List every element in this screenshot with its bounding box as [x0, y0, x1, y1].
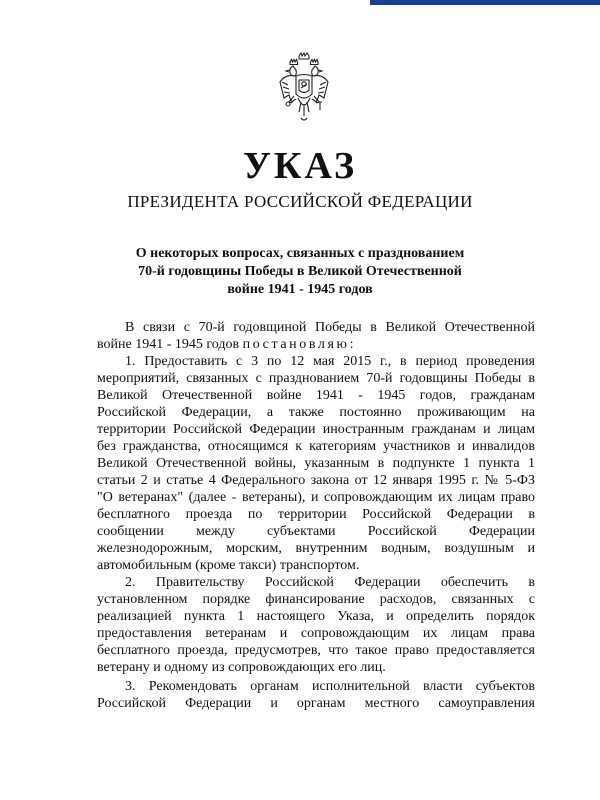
title-line: войне 1941 - 1945 годов [227, 282, 373, 297]
text-line: установленном порядке финансирование расходов, связанных с [97, 592, 535, 607]
text-line: 3. Рекомендовать органам исполнительной власти субъектов [125, 679, 535, 694]
text-line: бесплатного проезда по территории Российской Федерации в [97, 507, 535, 522]
text-line: без гражданства, относящимся к категориям участников и инвалидов [97, 439, 535, 454]
paragraph-3 [97, 678, 535, 712]
text-line: мероприятий, связанных с празднованием 70-й годовщины Победы в [97, 371, 535, 386]
document-body [97, 319, 535, 712]
text-line: реализацией пункта 1 настоящего Указа, и определить порядок [97, 609, 535, 624]
text-line: автомобильным (кроме такси) транспортом. [97, 558, 360, 573]
text-line: Российской Федерации, а также постоянно проживающим на [97, 405, 535, 420]
document-type-heading: УКАЗ [243, 145, 357, 187]
text-line [97, 336, 535, 353]
text-line: железнодорожным, морским, внутренним водным, воздушным и [97, 541, 535, 556]
paragraph-2 [97, 574, 535, 676]
text-line: В связи с 70-й годовщиной Победы в Великой Отечественной [125, 320, 535, 335]
paragraph-1 [97, 353, 535, 574]
text-line: 2. Правительству Российской Федерации обеспечить в [125, 575, 535, 590]
text-line: сообщении между субъектами Российской Федерации [97, 524, 535, 539]
text-line: бесплатного проезда, предусмотрев, что такое право предоставляется [97, 643, 535, 658]
text-line: статьи 2 и статье 4 Федерального закона от 12 января 1995 г. № 5-ФЗ [97, 473, 535, 488]
title-line: 70-й годовщины Победы в Великой Отечественной [138, 264, 462, 279]
text-line: предоставления ветеранам и сопровождающим их лицам права [97, 626, 535, 641]
title-line: О некоторых вопросах, связанных с празднованием [135, 246, 465, 261]
text-line: Великой Отечественной войны, указанным в подпункте 1 пункта 1 [97, 456, 535, 471]
intro-prefix: войне 1941 - 1945 годов [97, 337, 240, 352]
scan-edge-strip [370, 0, 600, 5]
issuer-heading: ПРЕЗИДЕНТА РОССИЙСКОЙ ФЕДЕРАЦИИ [127, 192, 473, 211]
resolution-word: постановляю: [242, 337, 357, 352]
text-line: ветерану и одному из сопровождающих его лиц. [97, 660, 386, 675]
intro-paragraph [97, 319, 535, 353]
coat-of-arms-icon [279, 52, 329, 124]
text-line: Российской Федерации и органам местного самоуправления [97, 696, 535, 711]
text-line: территории Российской Федерации иностранным гражданам и лицам [97, 422, 535, 437]
text-line: Великой Отечественной войне 1941 - 1945 годов, гражданам [97, 388, 535, 403]
document-title [110, 245, 490, 299]
text-line: 1. Предоставить с 3 по 12 мая 2015 г., в период проведения [125, 354, 535, 369]
text-line: "О ветеранах" (далее - ветераны), и сопровождающим их лицам право [97, 490, 535, 505]
